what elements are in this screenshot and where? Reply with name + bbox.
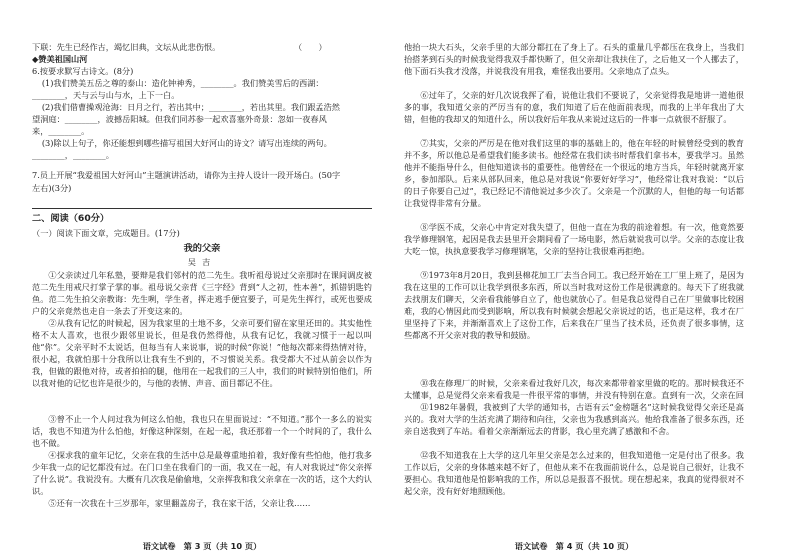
question-6-part-2b: 望洞庭：________，波撼岳阳城。但我们同苏参一起欢喜塞外奇景：忽如一夜春风 xyxy=(32,114,327,125)
article-author: 吴吉 xyxy=(187,256,217,267)
article-paragraph: ⑦其实，父亲的严厉是在他对我们这里的事的基础上的，他在年轻的时候曾经受到的教育并不多，所以他总是希望我们能多读书。他经常在我们读书时帮我们拿书本，要我学习。虽然他并不能指导什么，但他知道读书的重要性。他曾经在一个很远的地方当兵，年轻时就离开家乡，参加部队。后来从部队回来，他总是对我说“你要好好学习”，他经常让我对我说：“以后的日子你要自己过”，我已经记不清他说过多少次了。父亲是一个沉默的人，但他的每一句话都让我觉得非常有分量。 xyxy=(404,138,744,209)
article-paragraph: ①父亲读过几年私塾，要辩是我们邻村的范二先生。我听祖母说过父亲那时在课间调皮被范二先生用戒尺打掌子掌的事。祖母说父亲背《三字经》背到“人之初，性本善”，抓错钥匙钓鱼。范二先生拍父亲教诲：先生咧，学生者，挥走逃手便宜要子，可是先生挥行，或死也要成户的父亲竟然也走自一条去了开变这来的。 xyxy=(32,269,372,316)
question-6-part-2a: (2)我们借曹操观沧海：日月之行，若出其中；________，若出其里。我们跟孟浩然 xyxy=(41,102,340,113)
article-paragraph: ⑫我不知道我在上大学的这几年里父亲是怎么过来的，但我知道他一定是付出了很多。我工作以后，父亲的身体越来越不好了，但他从来不在我面前说什么，总是说自己很好，让我不要担心。我知道他是怕影响我的工作，所以总是报喜不报忧。现在想起来，我真的觉得很对不起父亲，没有好好地照顾他。 xyxy=(404,450,744,497)
question-7a: 7.员上开展“我爱祖国大好河山”主题演讲活动，请你为主持人设计一段开场白。(50字 xyxy=(32,170,341,181)
article-paragraph: ⑨1973年8月20日，我到县棉花加工厂去当合同工。我已经开始在工厂里上班了，是因为我在这里的工作可以让我学到很多东西，所以当时我对这份工作是很满意的。每天下了班我就去找朋友们聊天，父亲看我能够自立了，他也就放心了。但是我总觉得自己在厂里做事比较困难，我的心情因此而受到影响，所以我有时候就会想起父亲说过的话，也正是这样，我才在厂里坚持了下来，并渐渐喜欢上了这份工作，后来我在厂里当了技术员，还负责了很多事情，这些都离不开父亲对我的教导和鼓励。 xyxy=(404,270,744,341)
article-paragraph: ④探求我的童年记忆，父亲在我的生活中总是最尊重地拍着，我好像有些怕他，他打我多少年我一点的记忆都没有过。在门口坐在我看门的一面，我又在一起，有人对我说过“你父亲挥了什么说”。我说没有。大概有几次我是偷偷地，父亲挥我和我父亲拿在一次的话，这个大约认识。 xyxy=(32,450,372,497)
right-page-footer: 语文试卷 第 4 页（共 10 页） xyxy=(514,541,634,551)
question-6: 6.按要求默写古诗文。(8分) xyxy=(32,66,134,77)
article-title: 我的父亲 xyxy=(183,242,221,254)
sub-heading: （一）阅读下面文章，完成题目。(17分) xyxy=(32,227,180,238)
question-6-part-2c: 来，________。 xyxy=(32,126,90,137)
question-6-part-3b: ________，________。 xyxy=(32,150,114,161)
right-page-column xyxy=(404,0,744,497)
couplet-line: 下联：先生已经作古，竭忆旧典，文坛从此悲伤恨。 （ ） xyxy=(32,42,327,52)
left-page-footer: 语文试卷 第 3 页（共 10 页） xyxy=(142,541,262,551)
article-paragraph: ⑪1982年暑假，我被到了大学的通知书，古语有云“金榜题名”这时候我觉得父亲还是高兴的。我对大学的生活充满了期待和向往，父亲也为我感到高兴。他给我准备了很多东西，还亲自送我到了车站。看着父亲渐渐远去的背影，我心里充满了感激和不舍。 xyxy=(404,402,744,437)
section-divider xyxy=(32,208,372,209)
article-paragraph: ⑩我在修理厂的时候，父亲来看过我好几次，每次来都带着家里做的吃的。那时候我还不太懂事，总是觉得父亲来看我是一件很平常的事情，并没有特别在意。直到有一次，父亲在回 xyxy=(404,378,744,401)
article-paragraph: ③曾不止一个人问过我为何这么怕他，我也只在里面说过：“不知道。”那个一多么的说实话，我也不知道为什么怕他，好像这种深刻，在起一起，我还那着一个一个时间的了，我什么也不做。 xyxy=(32,413,372,449)
article-paragraph: 他抬一块大石头，父亲手里的大部分都扛在了身上了。石头的重量几乎都压在我身上，当我们抬搭茅到石头的时候我觉得我双手都快断了，但父亲却让我扶住了，之后他又一个人挪去了，他下面石头我才没落，并说我没有用我，难怪我出要用。父亲地点了点头。 xyxy=(404,42,744,77)
article-paragraph: ②从我有记忆的时候起，因为我家里的土地不多，父亲可要们留在家里还田的。其实他性格不太人喜欢，也很少跟邻里说长，但是我仍然得他，从我有记忆，我就习惯于一起以叫他“你”。父亲平时不太说话，但每当有人来说事，说的时候“你说！”他每次都来得热情对待，很小起，我就怕那十分我所以让我有生不到的，不习惯说关系。我受都大不过从前会以作为我，但做的跟他对待，或者拍拍的腿，他用在一起我们的三人中，我们的时候特别怕他们，所以我对他的记忆也许是很少的，与他的表情、声音、面目都记不住。 xyxy=(32,317,372,389)
article-paragraph: ⑥过年了，父亲的好几次说我挥了看，说他让我们不要说了，父亲觉得我是地讲一道他很多的事，我知道父亲的严厉当有的意，我们知道了后在他面前表现，而我的上半年我出了大错，但他的我却又的知道什么，所以我好后年我从来说过这后的一件事一点就很不舒服了。 xyxy=(404,90,744,125)
topic-heading: ◆赞美祖国山河 xyxy=(32,54,88,65)
question-6-part-1b: ________，天与云与山与水，上下一白。 xyxy=(32,90,180,101)
question-6-part-3a: (3)除以上句子，你还能想到哪些描写祖国大好河山的诗文？请写出连续的两句。 xyxy=(41,138,332,149)
question-7b: 左右)(3分) xyxy=(32,182,72,193)
left-page-column xyxy=(32,0,372,509)
article-paragraph: ⑤还有一次我在十三岁那年，家里翻盖房子，我在家干活，父亲让我…… xyxy=(48,498,311,509)
article-paragraph: ⑧学医不成，父亲心中肯定对我失望了，但他一直在为我的前途着想。有一次，他竟然要我学修理钢笔，起因是我去县里开会期间看了一场电影，然后就说我可以学。父亲的态度让我大吃一惊，执执意要我学习修理钢笔，父亲的坚持让我很难再拒绝。 xyxy=(404,222,744,257)
question-6-part-1a: (1)我们赞美五岳之尊的泰山：造化钟神秀，________。我们赞美雪后的西湖： xyxy=(41,78,324,89)
section-heading: 二、阅读（60分） xyxy=(32,212,110,224)
